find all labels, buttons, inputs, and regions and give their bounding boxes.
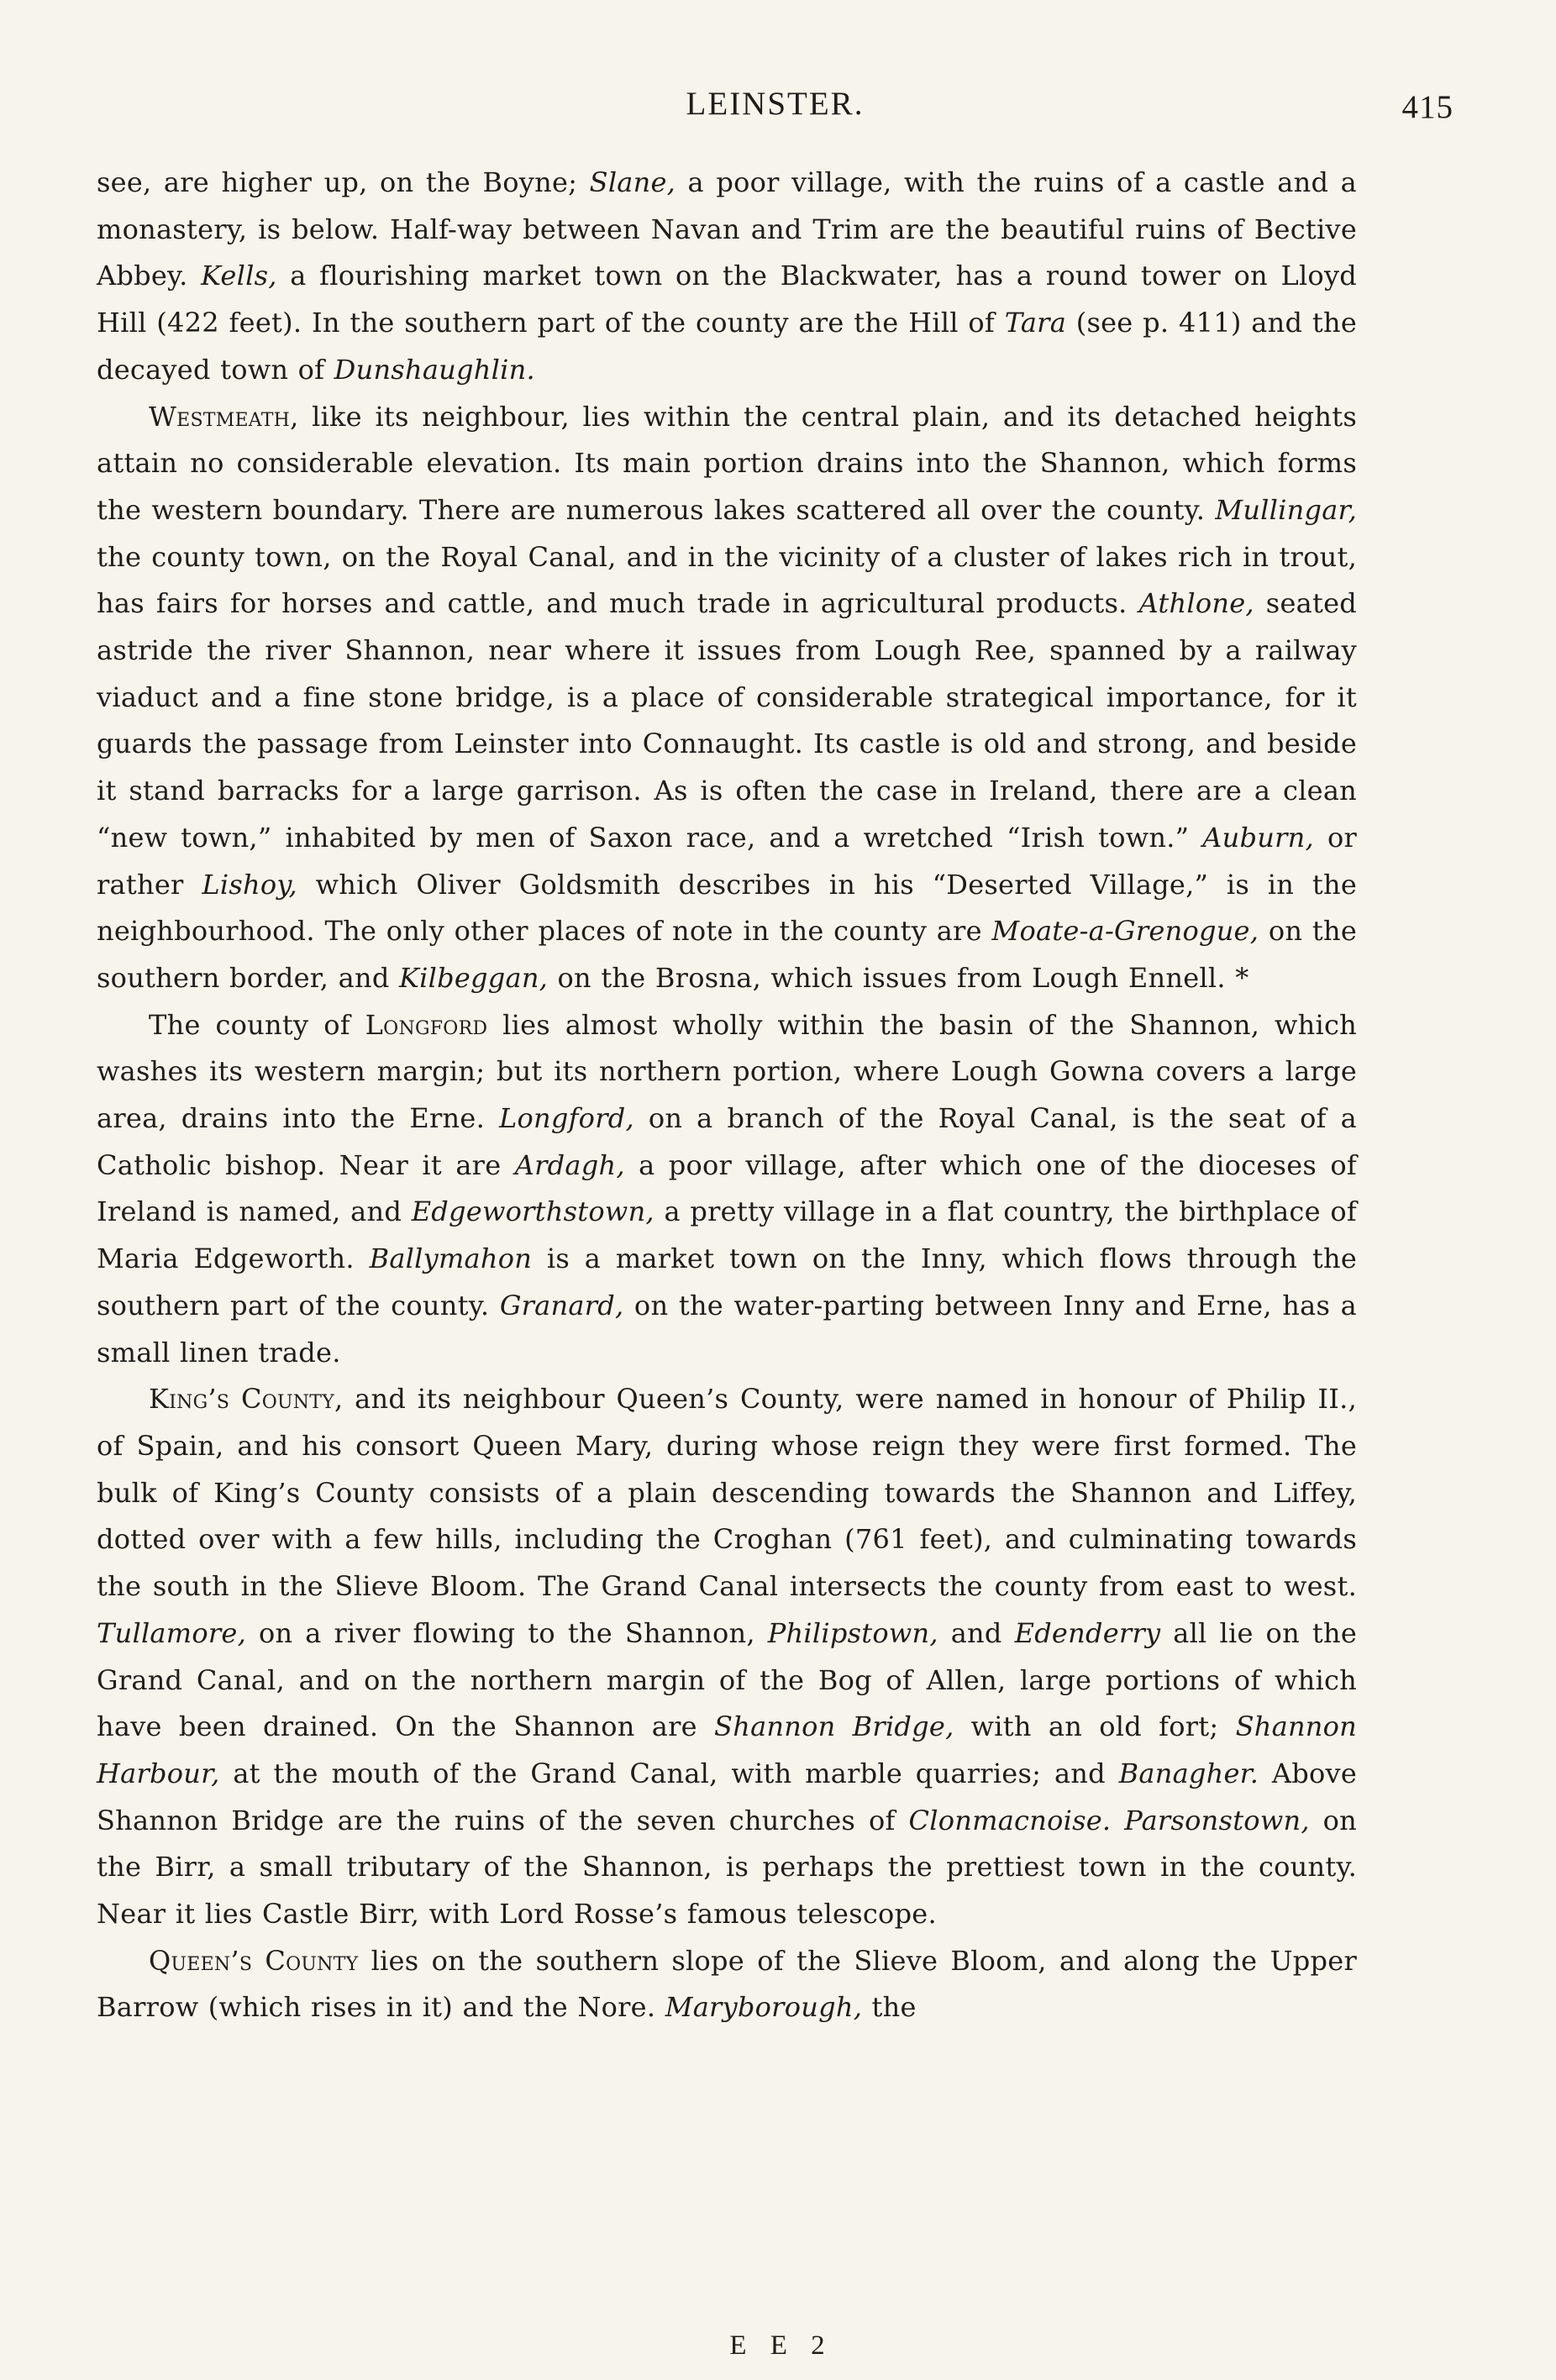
place-name: Auburn, (1202, 821, 1314, 854)
paragraph-longford (97, 1002, 1357, 1377)
text-run: a poor village, after which one of the dioceses of Ireland is named, and (97, 1148, 1358, 1228)
text-run: on the Birr, a small tributary of the Shannon, is perhaps the prettiest town in the county. Near it lies Castle Birr, with Lord Rosse’s famous telescope. (97, 1804, 1358, 1931)
place-name: Banagher. (1118, 1757, 1259, 1789)
text-run: and (938, 1616, 1015, 1649)
place-name: Shannon Harbour, (97, 1710, 1358, 1789)
place-name: Maryborough, (665, 1991, 863, 2024)
text-run: which Oliver Goldsmith describes in his “Deserted Village,” is in the neighbourhood. The only other places of note in the county are (97, 868, 1358, 948)
county-heading: King’s County, (149, 1383, 344, 1416)
text-run: a poor village, with the ruins of a castle and a monastery, is below. Half-way between Navan and Trim are the beautiful ruins of Bective Abbey. (97, 166, 1358, 292)
running-head (97, 80, 1453, 130)
text-run: lies almost wholly within the basin of the Shannon, which washes its western margin; but its northern portion, where Lough Gowna covers a large area, drains into the Erne. (97, 1008, 1358, 1135)
body-text (97, 160, 1357, 2031)
place-name: Longford, (498, 1102, 634, 1135)
signature-mark: E E 2 (729, 2330, 833, 2361)
text-run: on the Brosna, which issues from Lough Ennell. * (548, 961, 1249, 994)
text-run: a flourishing market town on the Blackwater, has a round tower on Lloyd Hill (422 feet). In the southern part of the county are the Hill of (97, 260, 1358, 339)
place-name: Ballymahon (369, 1243, 533, 1275)
place-name: Granard, (499, 1289, 624, 1321)
place-name: Philipstown, (767, 1616, 938, 1649)
text-run: see, are higher up, on the Boyne; (97, 166, 590, 198)
place-name: Clonmacnoise. (908, 1804, 1112, 1836)
text-run: the (862, 1991, 917, 2024)
text-run: like its neighbour, lies within the central plain, and its detached heights attain no considerable elevation. Its main portion drains into the Shannon, which forms the western boundary. There are numerous lakes scattered all over the county. (97, 400, 1357, 526)
text-run: lies on the southern slope of the Slieve Bloom, and along the Upper Barrow (which rises in it) and the Nore. (97, 1944, 1357, 2024)
paragraph-kings-county (97, 1376, 1357, 1937)
county-heading: Westmeath, (149, 400, 299, 433)
text-run: with an old fort; (954, 1710, 1236, 1743)
running-title: LEINSTER. (686, 86, 865, 122)
place-name: Shannon Bridge, (714, 1710, 954, 1743)
place-name: Edgeworthstown, (411, 1195, 654, 1228)
text-run: seated astride the river Shannon, near where it issues from Lough Ree, spanned by a railway viaduct and a fine stone bridge, is a place of considerable strategical importance, for it guards the passage from Leinster into Connaught. Its castle is old and strong, and beside it stand barracks for a large garrison. As is often the case in Ireland, there are a clean “new town,” inhabited by men of Saxon race, and a wretched “Irish town.” (97, 587, 1358, 854)
place-name: Edenderry (1014, 1616, 1161, 1649)
text-run: is a market town on the Inny, which flows through the southern part of the county. (97, 1243, 1358, 1321)
place-name: Mullingar, (1215, 493, 1357, 526)
place-name: Dunshaughlin. (334, 353, 535, 386)
text-run: on the water-parting between Inny and Erne, has a small linen trade. (97, 1289, 1358, 1369)
place-name: Kells, (201, 260, 277, 292)
place-name: Lishoy, (202, 868, 297, 901)
paragraph-queens-county (97, 1938, 1357, 2031)
place-name: Parsonstown, (1124, 1804, 1310, 1836)
text-run (1111, 1805, 1124, 1836)
paragraph-westmeath (97, 394, 1357, 1002)
text-run: at the mouth of the Grand Canal, with marble quarries; and (219, 1757, 1119, 1789)
text-run: on a branch of the Royal Canal, is the seat of a Catholic bishop. Near it are (97, 1102, 1358, 1181)
paragraph-meath-continued (97, 160, 1357, 394)
text-run: (see p. 411) and the decayed town of (97, 307, 1358, 386)
text-run: the county town, on the Royal Canal, and in the vicinity of a cluster of lakes rich in trout, has fairs for horses and cattle, and much trade in agricultural products. (97, 540, 1357, 620)
place-name: Ardagh, (514, 1148, 625, 1181)
text-run: a pretty village in a flat country, the birthplace of Maria Edgeworth. (97, 1195, 1358, 1275)
place-name: Athlone, (1138, 587, 1254, 620)
page-number: 415 (1401, 89, 1453, 125)
text-run: Above Shannon Bridge are the ruins of the seven churches of (97, 1757, 1357, 1836)
text-run: on the southern border, and (97, 915, 1358, 994)
place-name: Moate-a-Grenogue, (991, 915, 1259, 948)
text-run: all lie on the Grand Canal, and on the northern margin of the Bog of Allen, large portions of which have been drained. On the Shannon are (97, 1616, 1358, 1743)
county-heading: Longford (365, 1008, 488, 1041)
place-name: Tullamore, (97, 1616, 247, 1649)
place-name: Slane, (589, 166, 676, 198)
text-run: The county of (149, 1008, 365, 1041)
text-run: on a river flowing to the Shannon, (246, 1616, 768, 1649)
text-run: or rather (97, 821, 1358, 901)
county-heading: Queen’s County (149, 1944, 359, 1977)
place-name: Kilbeggan, (398, 961, 549, 994)
place-name: Tara (1004, 307, 1067, 339)
text-run: and its neighbour Queen’s County, were named in honour of Philip II., of Spain, and his consort Queen Mary, during whose reign they were first formed. The bulk of King’s County consists of a plain descending towards the Shannon and Liffey, dotted over with a few hills, including the Croghan (761 feet), and culminating towards the south in the Slieve Bloom. The Grand Canal intersects the county from east to west. (97, 1383, 1357, 1603)
